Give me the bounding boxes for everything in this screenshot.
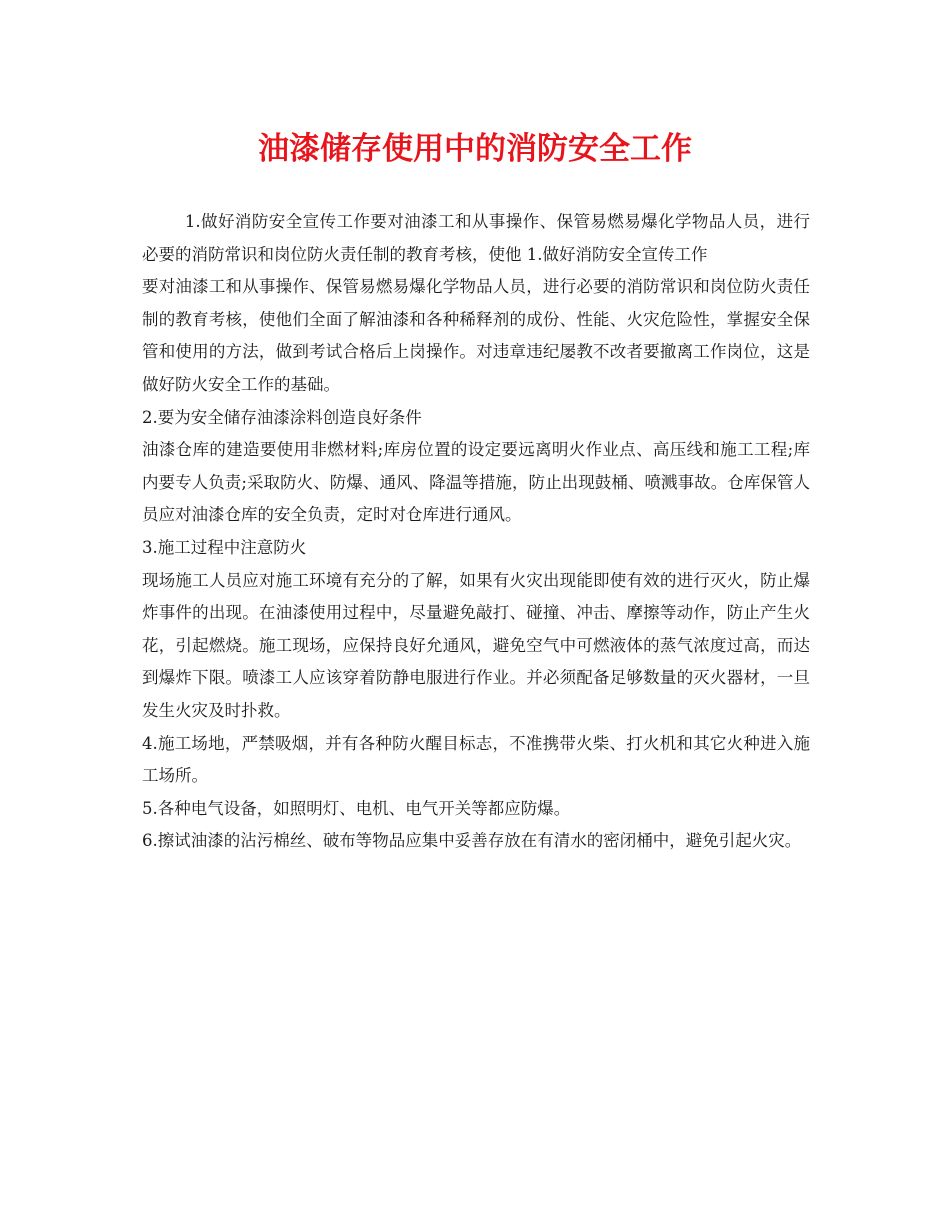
page-title: 油漆储存使用中的消防安全工作: [258, 131, 692, 167]
paragraph-4: 现场施工人员应对施工环境有充分的了解，如果有火灾出现能即使有效的进行灭火，防止爆炸事件的出现。在油漆使用过程中，尽量避免敲打、碰撞、冲击、摩擦等动作，防止产生火花，引起燃烧。施工现场，应保持良好允通风，避免空气中可燃液体的蒸气浓度过高，而达到爆炸下限。喷漆工人应该穿着防静电服进行作业。并必须配备足够数量的灭火器材，一旦发生火灾及时扑救。: [142, 570, 810, 720]
paragraph-3: 油漆仓库的建造要使用非燃材料;库房位置的设定要远离明火作业点、高压线和施工工程;库内要专人负责;采取防火、防爆、通风、降温等措施，防止出现鼓桶、喷溅事故。仓库保管人员应对油漆仓库的安全负责，定时对仓库进行通风。: [142, 440, 810, 525]
heading-3: 3.施工过程中注意防火: [142, 537, 307, 557]
item-6: 6.擦试油漆的沾污棉丝、破布等物品应集中妥善存放在有清水的密闭桶中，避免引起火灾。: [142, 831, 802, 851]
item-5: 5.各种电气设备，如照明灯、电机、电气开关等都应防爆。: [142, 798, 571, 818]
heading-2: 2.要为安全储存油漆涂料创造良好条件: [142, 407, 422, 427]
item-4: 4.施工场地，严禁吸烟，并有各种防火醒目标志，不准携带火柴、打火机和其它火种进入施工场所。: [142, 733, 810, 786]
paragraph-1: 1.做好消防安全宣传工作要对油漆工和从事操作、保管易燃易爆化学物品人员，进行必要的消防常识和岗位防火责任制的教育考核，使他 1.做好消防安全宣传工作: [142, 212, 810, 264]
paragraph-2: 要对油漆工和从事操作、保管易燃易爆化学物品人员，进行必要的消防常识和岗位防火责任制的教育考核，使他们全面了解油漆和各种稀释剂的成份、性能、火灾危险性，掌握安全保管和使用的方法，做到考试合格后上岗操作。对违章违纪屡教不改者要撤离工作岗位，这是做好防火安全工作的基础。: [142, 277, 810, 394]
document-body: [142, 206, 810, 858]
